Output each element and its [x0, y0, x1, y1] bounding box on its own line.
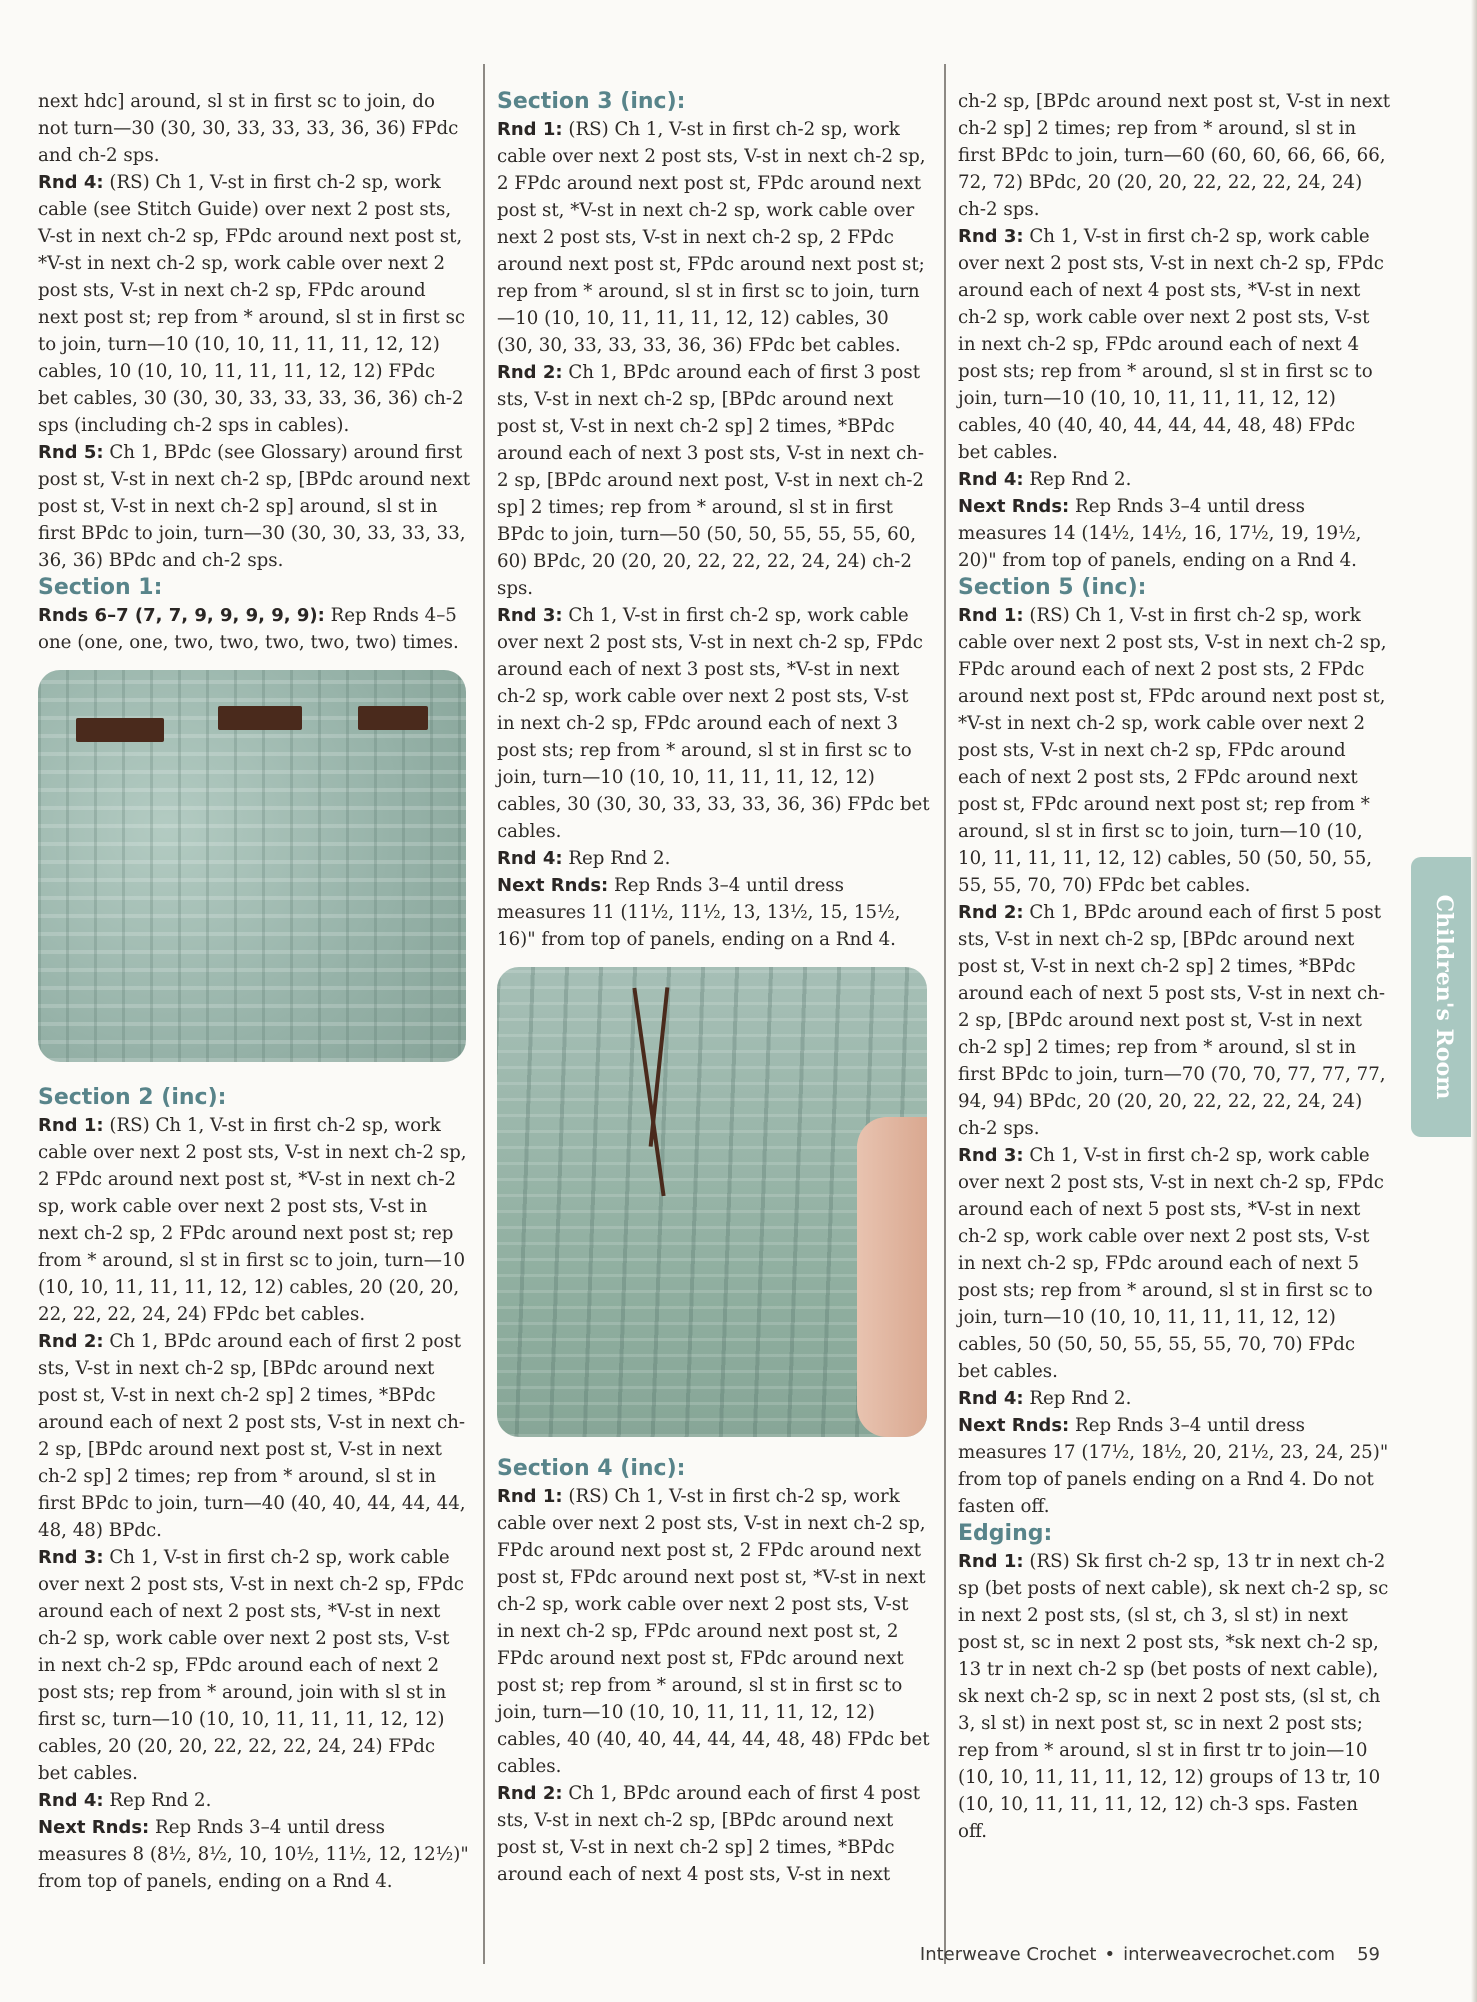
child-arm	[857, 1117, 927, 1437]
column-2	[497, 88, 930, 1888]
s5-rnd-1	[958, 602, 1390, 899]
column-1	[38, 88, 470, 1895]
rnd-text: Rep Rnds 4–5 one (one, one, two, two, two, two, two) times.	[38, 605, 459, 653]
rnd-text: (RS) Sk first ch-2 sp, 13 tr in next ch-2 sp (bet posts of next cable), sk next ch-2 sp, sc in next 2 post sts, (sl st, ch 3, sl st) in next post st, sc in next 2 post sts, *sk next ch-2 sp, 13 tr in next ch-2 sp (bet posts of next cable), sk next ch-2 sp, sc in next 2 post sts, (sl st, ch 3, sl st) in next post st, sc in next 2 post sts; rep from * around, sl st in first tr to join—10 (10, 10, 11, 11, 11, 12, 12) groups of 13 tr, 10 (10, 10, 11, 11, 11, 12, 12) ch-3 sps. Fasten off.	[958, 1551, 1389, 1842]
bullet-separator: •	[1104, 1944, 1116, 1965]
rnd-text: (RS) Ch 1, V-st in first ch-2 sp, work cable over next 2 post sts, V-st in next ch-2 sp, 2 FPdc around next post st, FPdc around next post st, *V-st in next ch-2 sp, work cable over next 2 post sts, V-st in next ch-2 sp, 2 FPdc around next post st, FPdc around next post st; rep from * around, sl st in first sc to join, turn—10 (10, 10, 11, 11, 11, 12, 12) cables, 30 (30, 30, 33, 33, 33, 36, 36) FPdc bet cables.	[497, 119, 926, 356]
rnd-label: Rnds 6–7 (7, 7, 9, 9, 9, 9, 9):	[38, 605, 325, 626]
rnd-label: Rnd 3:	[38, 1547, 104, 1568]
ribbon	[358, 706, 428, 730]
column-3	[958, 88, 1390, 1845]
ribbon	[76, 718, 164, 742]
rnd-label: Rnd 5:	[38, 442, 104, 463]
rnd-text: Rep Rnds 3–4 until dress measures 14 (14½, 14½, 16, 17½, 19, 19½, 20)" from top of panels, ending on a Rnd 4.	[958, 496, 1362, 571]
rnd-label: Next Rnds:	[958, 1415, 1070, 1436]
rnd-label: Rnd 4:	[958, 1388, 1024, 1409]
s3-rnd-2	[497, 359, 930, 602]
dress-photo	[497, 967, 927, 1437]
section-tab	[1411, 857, 1477, 1137]
s5-rnd-4	[958, 1385, 1390, 1412]
rnd-text: Ch 1, V-st in first ch-2 sp, work cable over next 2 post sts, V-st in next ch-2 sp, FPdc around each of next 2 post sts, *V-st in next ch-2 sp, work cable over next 2 post sts, V-st in next ch-2 sp, FPdc around each of next 2 post sts; rep from * around, join with sl st in first sc, turn—10 (10, 10, 11, 11, 11, 12, 12) cables, 20 (20, 20, 22, 22, 22, 24, 24) FPdc bet cables.	[38, 1547, 464, 1784]
website-link[interactable]: interweavecrochet.com	[1123, 1944, 1336, 1965]
rnd-label: Rnd 2:	[38, 1331, 104, 1352]
rnd-text: Ch 1, V-st in first ch-2 sp, work cable over next 2 post sts, V-st in next ch-2 sp, FPdc around each of next 4 post sts, *V-st in next ch-2 sp, work cable over next 2 post sts, V-st in next ch-2 sp, FPdc around each of next 4 post sts; rep from * around, sl st in first sc to join, turn—10 (10, 10, 11, 11, 11, 12, 12) cables, 40 (40, 40, 44, 44, 44, 48, 48) FPdc bet cables.	[958, 226, 1384, 463]
rnd-label: Rnd 3:	[497, 605, 563, 626]
rnd-label: Rnd 1:	[958, 1551, 1024, 1572]
rnd-text: (RS) Ch 1, V-st in first ch-2 sp, work cable over next 2 post sts, V-st in next ch-2 sp, FPdc around each of next 2 post sts, 2 FPdc around next post st, FPdc around next post st, *V-st in next ch-2 sp, work cable over next 2 post sts, V-st in next ch-2 sp, FPdc around each of next 2 post sts, 2 FPdc around next post st, FPdc around next post st; rep from * around, sl st in first sc to join, turn—10 (10, 10, 11, 11, 11, 12, 12) cables, 50 (50, 50, 55, 55, 55, 70, 70) FPdc bet cables.	[958, 605, 1387, 896]
s3-rnd-3	[497, 602, 930, 845]
s4-rnd-1	[497, 1483, 930, 1780]
paragraph-intro: next hdc] around, sl st in first sc to join, do not turn—30 (30, 30, 33, 33, 33, 36, 36) FPdc and ch-2 sps.	[38, 91, 459, 166]
section-2-heading: Section 2 (inc):	[38, 1085, 227, 1110]
rnd-text: Ch 1, BPdc around each of first 3 post sts, V-st in next ch-2 sp, [BPdc around next post st, V-st in next ch-2 sp] 2 times, *BPdc around each of next 3 post sts, V-st in next ch-2 sp, [BPdc around next post, V-st in next ch-2 sp] 2 times; rep from * around, sl st in first BPdc to join, turn—50 (50, 50, 55, 55, 55, 60, 60) BPdc, 20 (20, 20, 22, 22, 22, 24, 24) ch-2 sps.	[497, 362, 925, 599]
rnd-text: Rep Rnd 2.	[1023, 1388, 1132, 1409]
s4-rnd-2	[497, 1780, 930, 1888]
rnd-label: Rnd 1:	[497, 1486, 563, 1507]
rnd-text: Ch 1, BPdc around each of first 5 post sts, V-st in next ch-2 sp, [BPdc around next post st, V-st in next ch-2 sp] 2 times, *BPdc around each of next 5 post sts, V-st in next ch-2 sp, [BPdc around next post st, V-st in next ch-2 sp] 2 times; rep from * around, sl st in first BPdc to join, turn—70 (70, 70, 77, 77, 77, 94, 94) BPdc, 20 (20, 20, 22, 22, 22, 24, 24) ch-2 sps.	[958, 902, 1386, 1139]
rnd-label: Rnd 3:	[958, 1145, 1024, 1166]
rnd-5	[38, 439, 470, 574]
s3-next-rnds	[497, 872, 930, 953]
rnd-label: Rnd 4:	[958, 469, 1024, 490]
rnd-label: Rnd 3:	[958, 226, 1024, 247]
section-4-heading: Section 4 (inc):	[497, 1456, 686, 1481]
rnd-label: Rnd 1:	[958, 605, 1024, 626]
ribbon-tie	[649, 987, 670, 1147]
rnd-label: Rnd 2:	[958, 902, 1024, 923]
page-footer	[900, 1944, 1380, 1965]
rnd-label: Next Rnds:	[958, 496, 1070, 517]
s2-rnd-2	[38, 1328, 470, 1544]
section-3-heading: Section 3 (inc):	[497, 89, 686, 114]
column-divider-1	[483, 64, 485, 1964]
ribbon-tie	[632, 988, 665, 1197]
s2-rnd-1	[38, 1112, 470, 1328]
s5-next-rnds	[958, 1412, 1390, 1520]
rnd-label: Rnd 1:	[497, 119, 563, 140]
rnd-label: Rnd 4:	[497, 848, 563, 869]
rnd-text: Ch 1, BPdc (see Glossary) around first post st, V-st in next ch-2 sp, [BPdc around next post st, V-st in next ch-2 sp] around, sl st in first BPdc to join, turn—30 (30, 30, 33, 33, 33, 36, 36) BPdc and ch-2 sps.	[38, 442, 471, 571]
page-edge-shadow	[1471, 0, 1477, 2002]
s2-rnd-4	[38, 1787, 470, 1814]
rnd-label: Next Rnds:	[497, 875, 609, 896]
rnd-label: Rnd 1:	[38, 1115, 104, 1136]
rnd-text: Rep Rnds 3–4 until dress measures 8 (8½, 8½, 10, 10½, 11½, 12, 12½)" from top of panels, ending on a Rnd 4.	[38, 1817, 469, 1892]
column-divider-2	[944, 64, 946, 1964]
rnd-label: Rnd 4:	[38, 1790, 104, 1811]
s4-rnd-2-continued: ch-2 sp, [BPdc around next post st, V-st in next ch-2 sp] 2 times; rep from * around, sl st in first BPdc to join, turn—60 (60, 60, 66, 66, 66, 72, 72) BPdc, 20 (20, 20, 22, 22, 22, 24, 24) ch-2 sps.	[958, 91, 1391, 220]
rnd-text: Rep Rnd 2.	[103, 1790, 212, 1811]
rnd-label: Rnd 4:	[38, 172, 104, 193]
section-tab-label: Children's Room	[1431, 894, 1457, 1100]
rnd-text: Rep Rnd 2.	[1023, 469, 1132, 490]
swatch-photo	[38, 670, 466, 1062]
s4-rnd-3	[958, 223, 1390, 466]
rnd-text: Ch 1, V-st in first ch-2 sp, work cable over next 2 post sts, V-st in next ch-2 sp, FPdc around each of next 5 post sts, *V-st in next ch-2 sp, work cable over next 2 post sts, V-st in next ch-2 sp, FPdc around each of next 5 post sts; rep from * around, sl st in first sc to join, turn—10 (10, 10, 11, 11, 11, 12, 12) cables, 50 (50, 50, 55, 55, 55, 70, 70) FPdc bet cables.	[958, 1145, 1384, 1382]
page-number: 59	[1357, 1944, 1380, 1965]
edging-heading: Edging:	[958, 1521, 1053, 1546]
rnd-text: Rep Rnd 2.	[562, 848, 671, 869]
rnd-label: Rnd 2:	[497, 1783, 563, 1804]
s2-next-rnds	[38, 1814, 470, 1895]
s5-rnd-3	[958, 1142, 1390, 1385]
s5-rnd-2	[958, 899, 1390, 1142]
publication-name: Interweave Crochet	[919, 1944, 1097, 1965]
rnd-text: (RS) Ch 1, V-st in first ch-2 sp, work cable over next 2 post sts, V-st in next ch-2 sp, FPdc around next post st, 2 FPdc around next post st, FPdc around next post st, *V-st in next ch-2 sp, work cable over next 2 post sts, V-st in next ch-2 sp, FPdc around next post st, 2 FPdc around next post st, FPdc around next post st; rep from * around, sl st in first sc to join, turn—10 (10, 10, 11, 11, 11, 12, 12) cables, 40 (40, 40, 44, 44, 44, 48, 48) FPdc bet cables.	[497, 1486, 930, 1777]
rnd-text: Rep Rnds 3–4 until dress measures 11 (11½, 11½, 13, 13½, 15, 15½, 16)" from top of panels, ending on a Rnd 4.	[497, 875, 901, 950]
edging-rnd-1	[958, 1548, 1390, 1845]
rnd-text: Rep Rnds 3–4 until dress measures 17 (17½, 18½, 20, 21½, 23, 24, 25)" from top of panels ending on a Rnd 4. Do not fasten off.	[958, 1415, 1389, 1517]
rnd-label: Rnd 2:	[497, 362, 563, 383]
section-5-heading: Section 5 (inc):	[958, 575, 1147, 600]
rnd-4	[38, 169, 470, 439]
rnd-text: Ch 1, V-st in first ch-2 sp, work cable over next 2 post sts, V-st in next ch-2 sp, FPdc around each of next 3 post sts, *V-st in next ch-2 sp, work cable over next 2 post sts, V-st in next ch-2 sp, FPdc around each of next 3 post sts; rep from * around, sl st in first sc to join, turn—10 (10, 10, 11, 11, 11, 12, 12) cables, 30 (30, 30, 33, 33, 33, 36, 36) FPdc bet cables.	[497, 605, 930, 842]
rnd-text: Ch 1, BPdc around each of first 2 post sts, V-st in next ch-2 sp, [BPdc around next post st, V-st in next ch-2 sp] 2 times, *BPdc around each of next 2 post sts, V-st in next ch-2 sp, [BPdc around next post st, V-st in next ch-2 sp] 2 times; rep from * around, sl st in first BPdc to join, turn—40 (40, 40, 44, 44, 44, 48, 48) BPdc.	[38, 1331, 466, 1541]
s4-rnd-4	[958, 466, 1390, 493]
rnd-text: Ch 1, BPdc around each of first 4 post sts, V-st in next ch-2 sp, [BPdc around next post st, V-st in next ch-2 sp] 2 times, *BPdc around each of next 4 post sts, V-st in next	[497, 1783, 921, 1885]
s3-rnd-1	[497, 116, 930, 359]
section-1-heading: Section 1:	[38, 575, 163, 600]
rnd-label: Next Rnds:	[38, 1817, 150, 1838]
rnd-text: (RS) Ch 1, V-st in first ch-2 sp, work cable (see Stitch Guide) over next 2 post sts, V-st in next ch-2 sp, FPdc around next post st, *V-st in next ch-2 sp, work cable over next 2 post sts, V-st in next ch-2 sp, FPdc around next post st; rep from * around, sl st in first sc to join, turn—10 (10, 10, 11, 11, 11, 12, 12) cables, 10 (10, 10, 11, 11, 11, 12, 12) FPdc bet cables, 30 (30, 30, 33, 33, 33, 36, 36) ch-2 sps (including ch-2 sps in cables).	[38, 172, 466, 436]
rnd-text: (RS) Ch 1, V-st in first ch-2 sp, work cable over next 2 post sts, V-st in next ch-2 sp, 2 FPdc around next post st, *V-st in next ch-2 sp, work cable over next 2 post sts, V-st in next ch-2 sp, 2 FPdc around next post st; rep from * around, sl st in first sc to join, turn—10 (10, 10, 11, 11, 11, 12, 12) cables, 20 (20, 20, 22, 22, 22, 24, 24) FPdc bet cables.	[38, 1115, 467, 1325]
ribbon	[218, 706, 302, 730]
s3-rnd-4	[497, 845, 930, 872]
rnds-6-7	[38, 602, 470, 656]
s4-next-rnds	[958, 493, 1390, 574]
s2-rnd-3	[38, 1544, 470, 1787]
